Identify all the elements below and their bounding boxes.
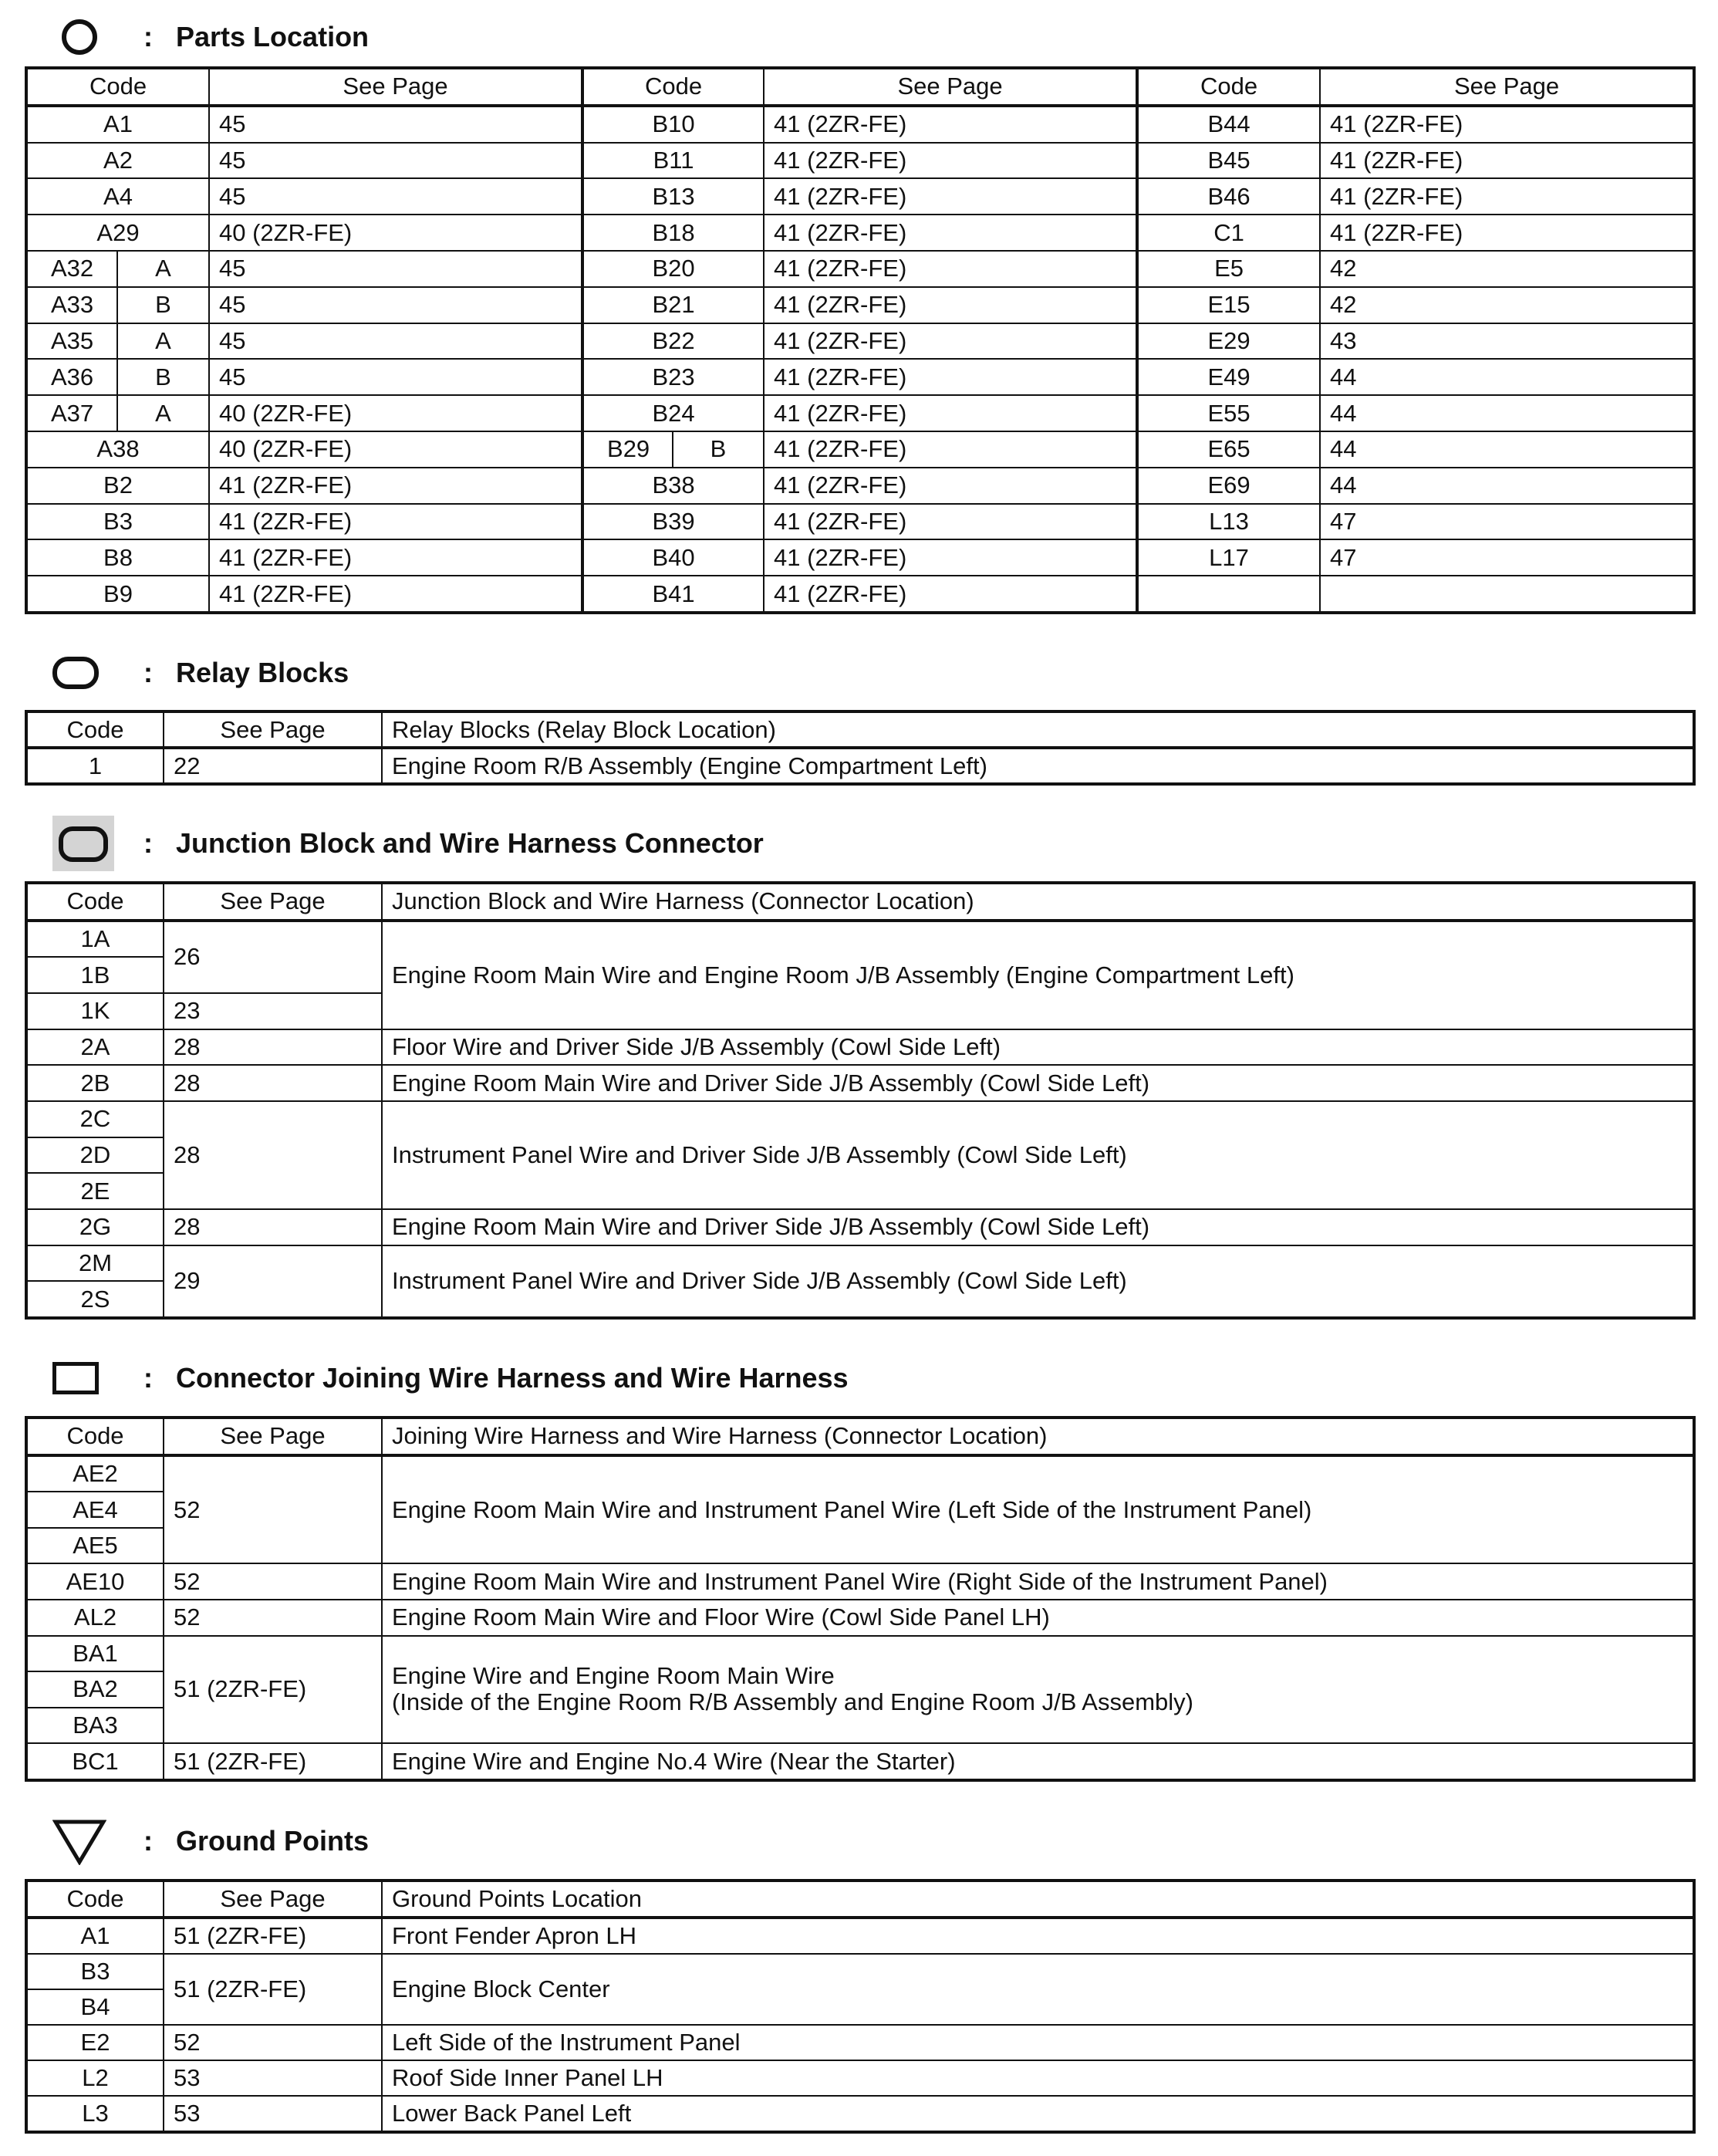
column-header-location: Ground Points Location bbox=[382, 1881, 1694, 1918]
see-page-cell: 22 bbox=[164, 748, 382, 784]
table-row bbox=[26, 1743, 1694, 1780]
code-cell: B22 bbox=[582, 323, 764, 360]
code-cell: B20 bbox=[582, 251, 764, 287]
code-cell: E69 bbox=[1137, 468, 1320, 504]
see-page-cell: 41 (2ZR-FE) bbox=[764, 178, 1137, 215]
column-header-location: Joining Wire Harness and Wire Harness (Connector Location) bbox=[382, 1418, 1694, 1455]
code-cell: 1B bbox=[26, 957, 164, 993]
connector-variant-cell: A bbox=[117, 251, 209, 287]
code-cell: AE2 bbox=[26, 1455, 164, 1492]
location-cell: Instrument Panel Wire and Driver Side J/B Assembly (Cowl Side Left) bbox=[382, 1101, 1694, 1209]
see-page-cell: 43 bbox=[1320, 323, 1694, 360]
table-row bbox=[26, 921, 1694, 958]
code-cell: A32 bbox=[26, 251, 117, 287]
code-cell: 1 bbox=[26, 748, 164, 784]
see-page-cell: 40 (2ZR-FE) bbox=[209, 215, 582, 251]
section-title: Relay Blocks bbox=[176, 657, 349, 688]
section-title: Parts Location bbox=[176, 21, 370, 52]
section-parts-location: : Parts Location bbox=[0, 6, 1718, 68]
code-cell: B29 bbox=[582, 431, 673, 468]
see-page-cell: 41 (2ZR-FE) bbox=[764, 468, 1137, 504]
table-row bbox=[26, 1209, 1694, 1245]
section-title: Junction Block and Wire Harness Connector bbox=[176, 827, 764, 859]
see-page-cell: 41 (2ZR-FE) bbox=[764, 215, 1137, 251]
see-page-cell: 41 (2ZR-FE) bbox=[764, 287, 1137, 323]
code-cell: L13 bbox=[1137, 504, 1320, 540]
see-page-cell: 47 bbox=[1320, 504, 1694, 540]
table-row bbox=[26, 576, 1694, 613]
relay-block-icon bbox=[52, 657, 99, 689]
location-cell: Roof Side Inner Panel LH bbox=[382, 2060, 1694, 2096]
code-cell: 2S bbox=[26, 1281, 164, 1318]
table-row bbox=[26, 143, 1694, 179]
code-cell: A33 bbox=[26, 287, 117, 323]
code-cell: BA2 bbox=[26, 1671, 164, 1708]
code-cell: B10 bbox=[582, 106, 764, 143]
code-cell: A37 bbox=[26, 395, 117, 431]
code-cell: B41 bbox=[582, 576, 764, 613]
location-cell: Engine Room Main Wire and Engine Room J/B Assembly (Engine Compartment Left) bbox=[382, 921, 1694, 1029]
code-cell: A4 bbox=[26, 178, 209, 215]
see-page-cell: 45 bbox=[209, 143, 582, 179]
see-page-cell: 42 bbox=[1320, 251, 1694, 287]
code-cell: B3 bbox=[26, 504, 209, 540]
table-row bbox=[26, 1918, 1694, 1954]
see-page-cell: 41 (2ZR-FE) bbox=[764, 431, 1137, 468]
connector-joining-table bbox=[25, 1416, 1696, 1782]
code-cell: L2 bbox=[26, 2060, 164, 2096]
code-cell: A1 bbox=[26, 106, 209, 143]
see-page-cell: 51 (2ZR-FE) bbox=[164, 1918, 382, 1954]
table-row bbox=[26, 2060, 1694, 2096]
see-page-cell: 28 bbox=[164, 1209, 382, 1245]
table-row bbox=[26, 2096, 1694, 2132]
parts-location-table bbox=[25, 66, 1696, 614]
column-header-see-page: See Page bbox=[764, 68, 1137, 106]
see-page-cell: 53 bbox=[164, 2096, 382, 2132]
ground-points-table bbox=[25, 1879, 1696, 2134]
column-header-location: Relay Blocks (Relay Block Location) bbox=[382, 711, 1694, 748]
table-row bbox=[26, 504, 1694, 540]
table-row bbox=[26, 468, 1694, 504]
connector-variant-cell: B bbox=[117, 287, 209, 323]
see-page-cell: 41 (2ZR-FE) bbox=[764, 395, 1137, 431]
table-row bbox=[26, 1065, 1694, 1101]
see-page-cell: 41 (2ZR-FE) bbox=[764, 539, 1137, 576]
location-cell: Engine Room R/B Assembly (Engine Compartment Left) bbox=[382, 748, 1694, 784]
code-cell: BC1 bbox=[26, 1743, 164, 1780]
see-page-cell: 40 (2ZR-FE) bbox=[209, 395, 582, 431]
code-cell: B2 bbox=[26, 468, 209, 504]
location-cell: Engine Block Center bbox=[382, 1954, 1694, 2025]
see-page-cell: 41 (2ZR-FE) bbox=[209, 504, 582, 540]
code-cell: B3 bbox=[26, 1954, 164, 1989]
column-header-code: Code bbox=[26, 68, 209, 106]
see-page-cell: 47 bbox=[1320, 539, 1694, 576]
location-cell: Instrument Panel Wire and Driver Side J/B Assembly (Cowl Side Left) bbox=[382, 1245, 1694, 1318]
see-page-cell: 45 bbox=[209, 106, 582, 143]
location-cell: Left Side of the Instrument Panel bbox=[382, 2025, 1694, 2060]
see-page-cell: 28 bbox=[164, 1029, 382, 1066]
see-page-cell: 45 bbox=[209, 323, 582, 360]
column-header-see-page: See Page bbox=[164, 1881, 382, 1918]
see-page-cell: 41 (2ZR-FE) bbox=[764, 576, 1137, 613]
section-title: Ground Points bbox=[176, 1825, 369, 1857]
column-header-see-page: See Page bbox=[164, 711, 382, 748]
connector-variant-cell: B bbox=[673, 431, 764, 468]
code-cell: B4 bbox=[26, 1989, 164, 2025]
see-page-cell: 28 bbox=[164, 1065, 382, 1101]
code-cell: A29 bbox=[26, 215, 209, 251]
see-page-cell: 28 bbox=[164, 1101, 382, 1209]
location-cell: Engine Wire and Engine Room Main Wire (Inside of the Engine Room R/B Assembly and Engine Room J/B Assembly) bbox=[382, 1636, 1694, 1744]
see-page-cell: 45 bbox=[209, 251, 582, 287]
code-cell: B46 bbox=[1137, 178, 1320, 215]
table-row bbox=[26, 395, 1694, 431]
column-header-code: Code bbox=[582, 68, 764, 106]
see-page-cell: 41 (2ZR-FE) bbox=[764, 323, 1137, 360]
code-cell: 2B bbox=[26, 1065, 164, 1101]
table-row bbox=[26, 1245, 1694, 1282]
table-row bbox=[26, 539, 1694, 576]
header-row bbox=[26, 1881, 1694, 1918]
code-cell: B24 bbox=[582, 395, 764, 431]
location-cell: Engine Room Main Wire and Floor Wire (Cowl Side Panel LH) bbox=[382, 1600, 1694, 1636]
see-page-cell: 41 (2ZR-FE) bbox=[764, 251, 1137, 287]
circle-icon bbox=[62, 19, 97, 55]
see-page-cell: 41 (2ZR-FE) bbox=[1320, 178, 1694, 215]
see-page-cell: 52 bbox=[164, 1455, 382, 1564]
junction-blocks-table bbox=[25, 881, 1696, 1320]
see-page-cell: 45 bbox=[209, 359, 582, 395]
junction-block-icon bbox=[59, 826, 108, 862]
table-row bbox=[26, 359, 1694, 395]
code-cell: B45 bbox=[1137, 143, 1320, 179]
table-row bbox=[26, 2025, 1694, 2060]
see-page-cell: 41 (2ZR-FE) bbox=[209, 468, 582, 504]
code-cell: B38 bbox=[582, 468, 764, 504]
table-row bbox=[26, 1029, 1694, 1066]
rectangle-icon bbox=[52, 1362, 99, 1394]
see-page-cell bbox=[1320, 576, 1694, 613]
column-header-see-page: See Page bbox=[164, 1418, 382, 1455]
table-row bbox=[26, 1954, 1694, 1989]
see-page-cell: 51 (2ZR-FE) bbox=[164, 1954, 382, 2025]
code-cell: 2G bbox=[26, 1209, 164, 1245]
column-header-code: Code bbox=[26, 1418, 164, 1455]
table-row bbox=[26, 1455, 1694, 1492]
see-page-cell: 44 bbox=[1320, 431, 1694, 468]
code-cell: B8 bbox=[26, 539, 209, 576]
column-header-code: Code bbox=[1137, 68, 1320, 106]
see-page-cell: 41 (2ZR-FE) bbox=[1320, 215, 1694, 251]
column-header-see-page: See Page bbox=[209, 68, 582, 106]
see-page-cell: 41 (2ZR-FE) bbox=[764, 106, 1137, 143]
location-cell: Floor Wire and Driver Side J/B Assembly (Cowl Side Left) bbox=[382, 1029, 1694, 1066]
code-cell: A2 bbox=[26, 143, 209, 179]
code-cell: E29 bbox=[1137, 323, 1320, 360]
code-cell: 2D bbox=[26, 1137, 164, 1174]
code-cell: L17 bbox=[1137, 539, 1320, 576]
triangle-icon bbox=[52, 1819, 106, 1865]
table-row bbox=[26, 1600, 1694, 1636]
code-cell: E15 bbox=[1137, 287, 1320, 323]
column-header-see-page: See Page bbox=[164, 883, 382, 921]
code-cell: B11 bbox=[582, 143, 764, 179]
table-row bbox=[26, 287, 1694, 323]
column-header-code: Code bbox=[26, 711, 164, 748]
code-cell: E65 bbox=[1137, 431, 1320, 468]
see-page-cell: 45 bbox=[209, 287, 582, 323]
section-title: Connector Joining Wire Harness and Wire Harness bbox=[176, 1362, 849, 1394]
code-cell: AE4 bbox=[26, 1492, 164, 1528]
see-page-cell: 51 (2ZR-FE) bbox=[164, 1636, 382, 1744]
see-page-cell: 44 bbox=[1320, 359, 1694, 395]
table-row bbox=[26, 251, 1694, 287]
column-header-see-page: See Page bbox=[1320, 68, 1694, 106]
connector-variant-cell: A bbox=[117, 395, 209, 431]
table-row bbox=[26, 431, 1694, 468]
see-page-cell: 44 bbox=[1320, 395, 1694, 431]
code-cell: B13 bbox=[582, 178, 764, 215]
see-page-cell: 53 bbox=[164, 2060, 382, 2096]
code-cell: B18 bbox=[582, 215, 764, 251]
table-row bbox=[26, 1563, 1694, 1600]
code-cell: B9 bbox=[26, 576, 209, 613]
header-row bbox=[26, 711, 1694, 748]
column-header-code: Code bbox=[26, 1881, 164, 1918]
code-cell: A35 bbox=[26, 323, 117, 360]
code-cell: 1K bbox=[26, 993, 164, 1029]
see-page-cell: 41 (2ZR-FE) bbox=[1320, 143, 1694, 179]
code-cell: 1A bbox=[26, 921, 164, 958]
see-page-cell: 52 bbox=[164, 1563, 382, 1600]
section-relay-blocks: : Relay Blocks bbox=[0, 642, 1718, 704]
location-cell: Front Fender Apron LH bbox=[382, 1918, 1694, 1954]
code-cell bbox=[1137, 576, 1320, 613]
code-cell: B44 bbox=[1137, 106, 1320, 143]
see-page-cell: 41 (2ZR-FE) bbox=[764, 504, 1137, 540]
code-cell: A38 bbox=[26, 431, 209, 468]
code-cell: B23 bbox=[582, 359, 764, 395]
code-cell: AE5 bbox=[26, 1528, 164, 1564]
see-page-cell: 29 bbox=[164, 1245, 382, 1318]
header-row bbox=[26, 68, 1694, 106]
table-row bbox=[26, 748, 1694, 784]
code-cell: B40 bbox=[582, 539, 764, 576]
see-page-cell: 44 bbox=[1320, 468, 1694, 504]
see-page-cell: 45 bbox=[209, 178, 582, 215]
see-page-cell: 41 (2ZR-FE) bbox=[764, 143, 1137, 179]
code-cell: A1 bbox=[26, 1918, 164, 1954]
location-cell: Engine Wire and Engine No.4 Wire (Near the Starter) bbox=[382, 1743, 1694, 1780]
see-page-cell: 41 (2ZR-FE) bbox=[764, 359, 1137, 395]
table-row bbox=[26, 1101, 1694, 1137]
location-cell: Engine Room Main Wire and Instrument Panel Wire (Right Side of the Instrument Panel) bbox=[382, 1563, 1694, 1600]
code-cell: B39 bbox=[582, 504, 764, 540]
connector-variant-cell: B bbox=[117, 359, 209, 395]
code-cell: E5 bbox=[1137, 251, 1320, 287]
table-row bbox=[26, 1636, 1694, 1672]
table-row bbox=[26, 106, 1694, 143]
section-connector-joining: : Connector Joining Wire Harness and Wire Harness bbox=[0, 1347, 1718, 1409]
section-junction-blocks: : Junction Block and Wire Harness Connector bbox=[0, 813, 1718, 874]
code-cell: 2C bbox=[26, 1101, 164, 1137]
section-ground-points: : Ground Points bbox=[0, 1810, 1718, 1872]
code-cell: BA3 bbox=[26, 1708, 164, 1744]
connector-variant-cell: A bbox=[117, 323, 209, 360]
code-cell: AE10 bbox=[26, 1563, 164, 1600]
code-cell: AL2 bbox=[26, 1600, 164, 1636]
see-page-cell: 51 (2ZR-FE) bbox=[164, 1743, 382, 1780]
location-cell: Engine Room Main Wire and Instrument Panel Wire (Left Side of the Instrument Panel) bbox=[382, 1455, 1694, 1564]
code-cell: BA1 bbox=[26, 1636, 164, 1672]
see-page-cell: 41 (2ZR-FE) bbox=[209, 539, 582, 576]
column-header-location: Junction Block and Wire Harness (Connector Location) bbox=[382, 883, 1694, 921]
header-row bbox=[26, 1418, 1694, 1455]
code-cell: E2 bbox=[26, 2025, 164, 2060]
code-cell: B21 bbox=[582, 287, 764, 323]
code-cell: 2A bbox=[26, 1029, 164, 1066]
see-page-cell: 42 bbox=[1320, 287, 1694, 323]
code-cell: 2M bbox=[26, 1245, 164, 1282]
code-cell: A36 bbox=[26, 359, 117, 395]
location-cell: Engine Room Main Wire and Driver Side J/B Assembly (Cowl Side Left) bbox=[382, 1209, 1694, 1245]
table-row bbox=[26, 323, 1694, 360]
see-page-cell: 40 (2ZR-FE) bbox=[209, 431, 582, 468]
header-row bbox=[26, 883, 1694, 921]
see-page-cell: 23 bbox=[164, 993, 382, 1029]
code-cell: E49 bbox=[1137, 359, 1320, 395]
see-page-cell: 41 (2ZR-FE) bbox=[1320, 106, 1694, 143]
see-page-cell: 41 (2ZR-FE) bbox=[209, 576, 582, 613]
see-page-cell: 52 bbox=[164, 2025, 382, 2060]
code-cell: L3 bbox=[26, 2096, 164, 2132]
relay-blocks-table bbox=[25, 710, 1696, 786]
location-cell: Engine Room Main Wire and Driver Side J/B Assembly (Cowl Side Left) bbox=[382, 1065, 1694, 1101]
table-row bbox=[26, 178, 1694, 215]
see-page-cell: 26 bbox=[164, 921, 382, 993]
column-header-code: Code bbox=[26, 883, 164, 921]
location-cell: Lower Back Panel Left bbox=[382, 2096, 1694, 2132]
see-page-cell: 52 bbox=[164, 1600, 382, 1636]
code-cell: E55 bbox=[1137, 395, 1320, 431]
table-row bbox=[26, 215, 1694, 251]
code-cell: 2E bbox=[26, 1173, 164, 1209]
code-cell: C1 bbox=[1137, 215, 1320, 251]
